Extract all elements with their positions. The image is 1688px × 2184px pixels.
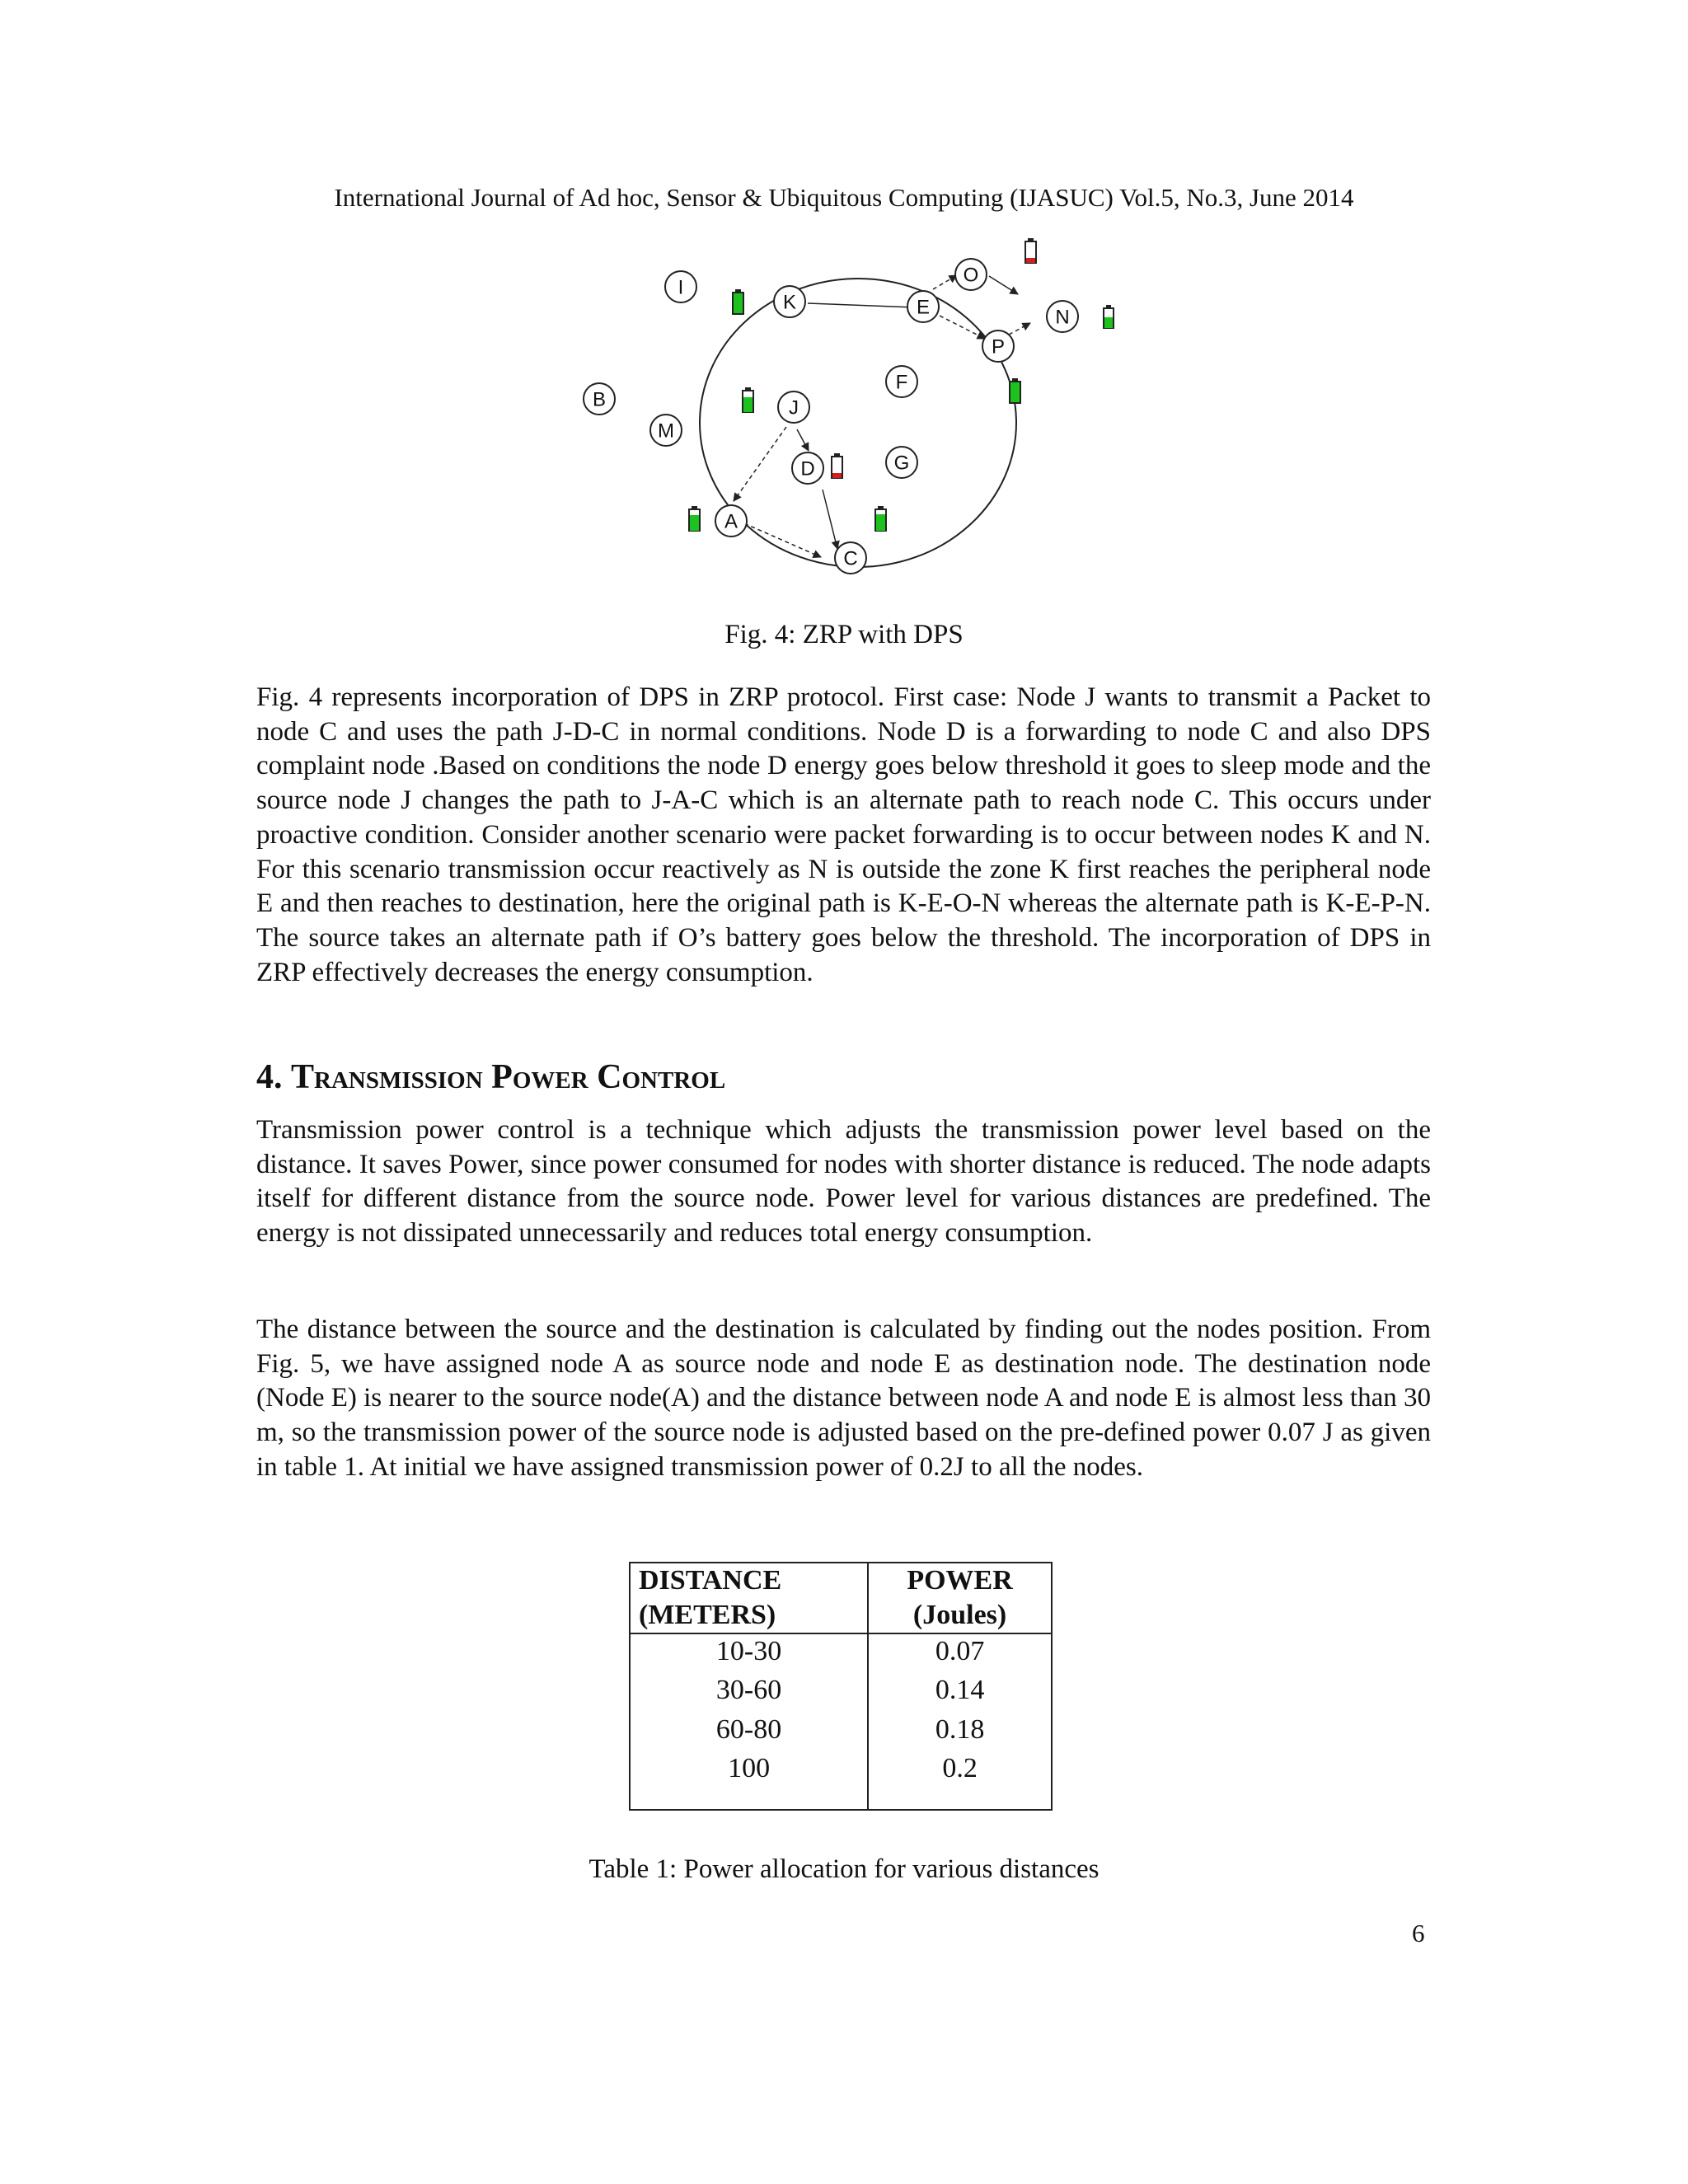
header-distance — [630, 1563, 868, 1633]
battery-j — [743, 387, 753, 412]
node-g-label: G — [893, 452, 910, 475]
figure-caption: Fig. 4: ZRP with DPS — [724, 620, 964, 649]
link-e-o — [933, 275, 957, 289]
section-title-word-3: Control — [588, 1058, 726, 1096]
cell-distance: 30-60 — [630, 1673, 868, 1712]
node-a-label: A — [724, 510, 738, 533]
table-caption: Table 1: Power allocation for various distances — [588, 1854, 1100, 1884]
node-n-label: N — [1055, 306, 1070, 329]
table-header-row — [630, 1563, 1052, 1633]
section-number: 4. — [256, 1058, 291, 1096]
battery-k — [733, 289, 743, 314]
table-row — [630, 1633, 1052, 1673]
header-power-line1: POWER — [907, 1565, 1013, 1596]
link-d-c — [823, 490, 837, 549]
battery-c — [875, 506, 886, 531]
link-j-a — [734, 427, 786, 501]
cell-distance: 10-30 — [630, 1633, 868, 1673]
node-p-label: P — [991, 335, 1006, 359]
paragraph-fig4-description: Fig. 4 represents incorporation of DPS in ZRP protocol. First case: Node J wants to transmit a Packet to node C and uses the path J-D-C in normal conditions. Node D is a forwarding to node C and also DPS complaint node .Based on conditions the node D energy goes below threshold it goes to sleep mode and the source node J changes the path to J-A-C which is an alternate path to reach node C. This occurs under proactive condition. Consider another scenario were packet forwarding is to occur between nodes K and N. For this scenario transmission occur reactively as N is outside the zone K first reaches the peripheral node E and then reaches to destination, here the original path is K-E-O-N whereas the alternate path is K-E-P-N. The source takes an alternate path if O’s battery goes below the threshold. The incorporation of DPS in ZRP effectively decreases the energy consumption. — [256, 682, 1431, 987]
paragraph-distance-calculation: The distance between the source and the destination is calculated by finding out the nodes position. From Fig. 5, we have assigned node A as source node and node E as destination node. The destination node (Node E) is nearer to the source node(A) and the distance between node A and node E is almost less than 30 m, so the transmission power of the source node is adjusted based on the pre-defined power 0.07 J as given in table 1. At initial we have assigned transmission power of 0.2J to all the nodes. — [256, 1315, 1431, 1482]
battery-d — [832, 453, 842, 478]
cell-power: 0.07 — [868, 1633, 1052, 1673]
page-number: 6 — [1412, 1919, 1425, 1947]
cell-power: 0.14 — [868, 1673, 1052, 1712]
section-heading — [256, 1057, 725, 1097]
node-f-label: F — [895, 371, 908, 394]
power-allocation-table — [629, 1562, 1053, 1811]
node-j-label: J — [789, 396, 799, 419]
cell-power: 0.18 — [868, 1713, 1052, 1751]
table-row — [630, 1713, 1052, 1751]
cell-distance: 60-80 — [630, 1713, 868, 1751]
section-title-word-2: Power — [482, 1058, 588, 1096]
node-c-label: C — [843, 547, 858, 570]
battery-n — [1104, 305, 1114, 328]
node-m-label: M — [658, 419, 674, 443]
node-b-label: B — [592, 388, 607, 411]
table-row — [630, 1673, 1052, 1712]
battery-o — [1025, 238, 1036, 263]
battery-a — [689, 506, 700, 531]
link-e-p — [933, 312, 985, 339]
link-o-n — [989, 276, 1018, 294]
node-o-label: O — [963, 264, 979, 287]
node-k-label: K — [782, 291, 797, 314]
node-e-label: E — [916, 296, 931, 319]
header-distance-line2: (METERS) — [639, 1600, 776, 1630]
section-title-word-1: Transmission — [291, 1058, 483, 1096]
link-k-e — [808, 303, 915, 307]
link-a-c — [744, 523, 821, 557]
cell-distance: 100 — [630, 1751, 868, 1810]
node-i-label: I — [678, 276, 684, 299]
header-distance-line1: DISTANCE — [639, 1565, 782, 1596]
paragraph-tpc-intro: Transmission power control is a technique which adjusts the transmission power level based on the distance. It saves Power, since power consumed for nodes with shorter distance is reduced. The node adapts itself for different distance from the source node. Power level for various distances are predefined. The energy is not dissipated unnecessarily and reduces total energy consumption. — [256, 1115, 1431, 1249]
header-power-line2: (Joules) — [912, 1600, 1007, 1630]
link-j-d — [797, 429, 809, 451]
node-d-label: D — [800, 457, 815, 480]
header-power — [868, 1563, 1052, 1633]
zrp-dps-figure — [569, 237, 1137, 592]
battery-p — [1010, 378, 1020, 403]
cell-power: 0.2 — [868, 1751, 1052, 1810]
network-diagram — [569, 237, 1137, 592]
running-header: International Journal of Ad hoc, Sensor & Ubiquitous Computing (IJASUC) Vol.5, No.3, June 2014 — [334, 183, 1354, 212]
link-p-n — [1009, 323, 1030, 335]
table-row — [630, 1751, 1052, 1810]
